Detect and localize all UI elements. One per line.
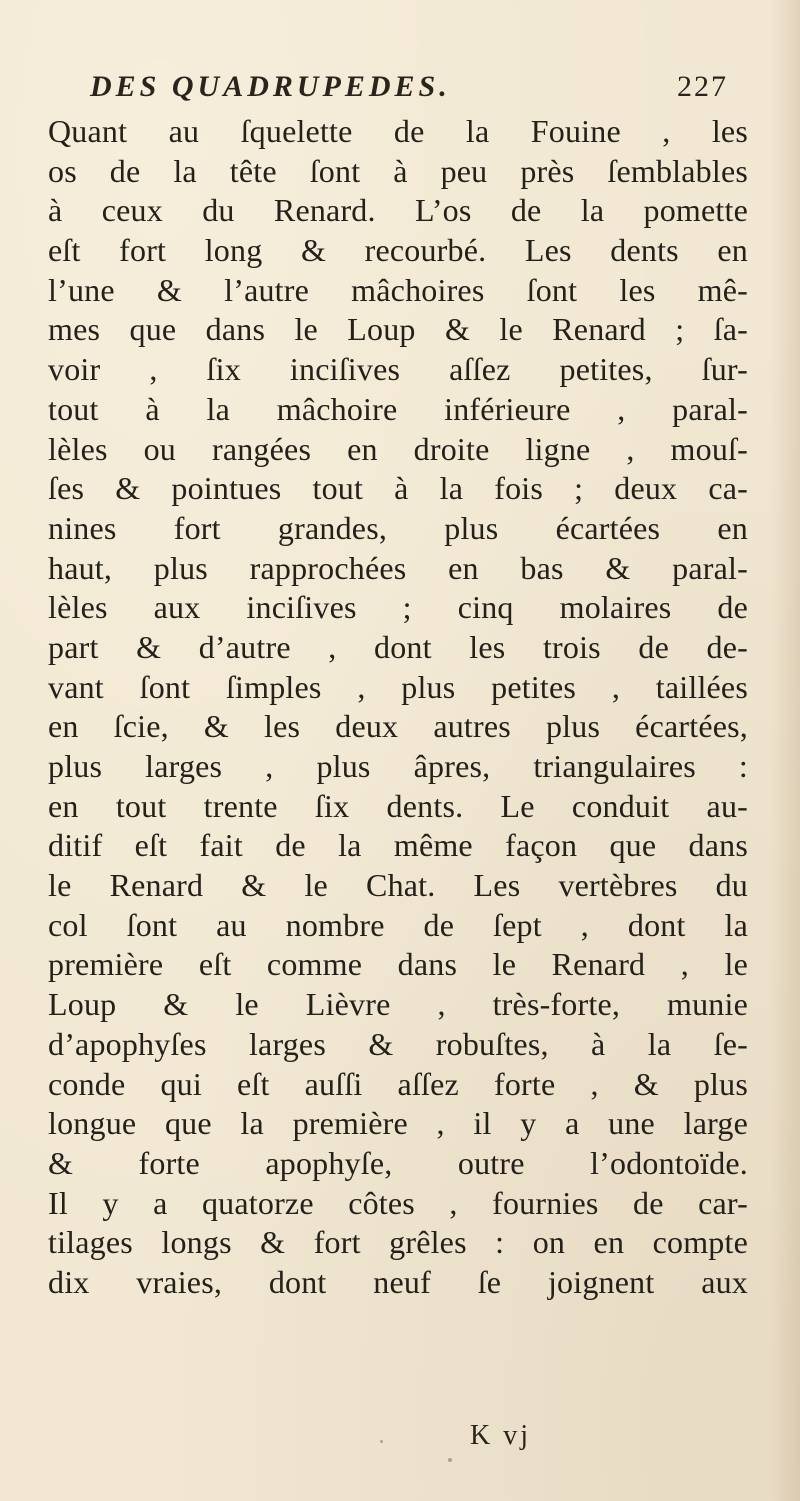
text-line: col ſont au nombre de ſept , dont la — [48, 906, 748, 943]
text-line: ditif eſt fait de la même façon que dans — [48, 827, 748, 864]
paper-speck — [448, 1458, 452, 1462]
signature-mark: K vj — [470, 1420, 531, 1451]
text-line: Loup & le Lièvre , très-forte, munie — [48, 986, 748, 1023]
text-line: tilages longs & fort grêles : on en compte — [48, 1224, 748, 1261]
text-line: d’apophyſes larges & robuſtes, à la ſe- — [48, 1025, 748, 1062]
paper-speck — [380, 1440, 383, 1443]
text-line: longue que la première , il y a une large — [48, 1105, 748, 1142]
text-line: tout à la mâchoire inférieure , paral- — [48, 390, 748, 427]
text-line: haut, plus rapprochées en bas & paral- — [48, 549, 748, 586]
text-line: l’une & l’autre mâchoires ſont les mê- — [48, 271, 748, 308]
text-line: ſes & pointues tout à la fois ; deux ca- — [48, 470, 748, 507]
text-line: en tout trente ſix dents. Le conduit au- — [48, 787, 748, 824]
page-number: 227 — [677, 70, 728, 103]
text-line: lèles ou rangées en droite ligne , mouſ- — [48, 430, 748, 467]
text-line: le Renard & le Chat. Les vertèbres du — [48, 867, 748, 904]
text-line: os de la tête ſont à peu près ſemblables — [48, 152, 748, 189]
text-line: mes que dans le Loup & le Renard ; ſa- — [48, 311, 748, 348]
text-line: Quant au ſquelette de la Fouine , les — [48, 113, 748, 149]
text-line: en ſcie, & les deux autres plus écartées, — [48, 708, 748, 745]
text-line: voir , ſix inciſives aſſez petites, ſur- — [48, 351, 748, 388]
text-line: Il y a quatorze côtes , fournies de car- — [48, 1184, 748, 1221]
running-head — [88, 70, 728, 114]
text-line: dix vraies, dont neuf ſe joignent aux — [48, 1263, 748, 1300]
text-line: première eſt comme dans le Renard , le — [48, 946, 748, 983]
running-title: DES QUADRUPEDES. — [90, 70, 451, 103]
text-line: conde qui eſt auſſi aſſez forte , & plus — [48, 1065, 748, 1102]
text-line: nines fort grandes, plus écartées en — [48, 509, 748, 546]
text-line: part & d’autre , dont les trois de de- — [48, 628, 748, 665]
text-line: & forte apophyſe, outre l’odontoïde. — [48, 1144, 748, 1181]
text-line: plus larges , plus âpres, triangulaires : — [48, 748, 748, 784]
page-edge-shadow — [770, 0, 800, 1501]
body-text — [48, 112, 748, 1303]
text-line: eſt fort long & recourbé. Les dents en — [48, 232, 748, 269]
text-line: vant ſont ſimples , plus petites , taillées — [48, 668, 748, 705]
text-line: à ceux du Renard. L’os de la pomette — [48, 192, 748, 229]
text-line: lèles aux inciſives ; cinq molaires de — [48, 589, 748, 626]
